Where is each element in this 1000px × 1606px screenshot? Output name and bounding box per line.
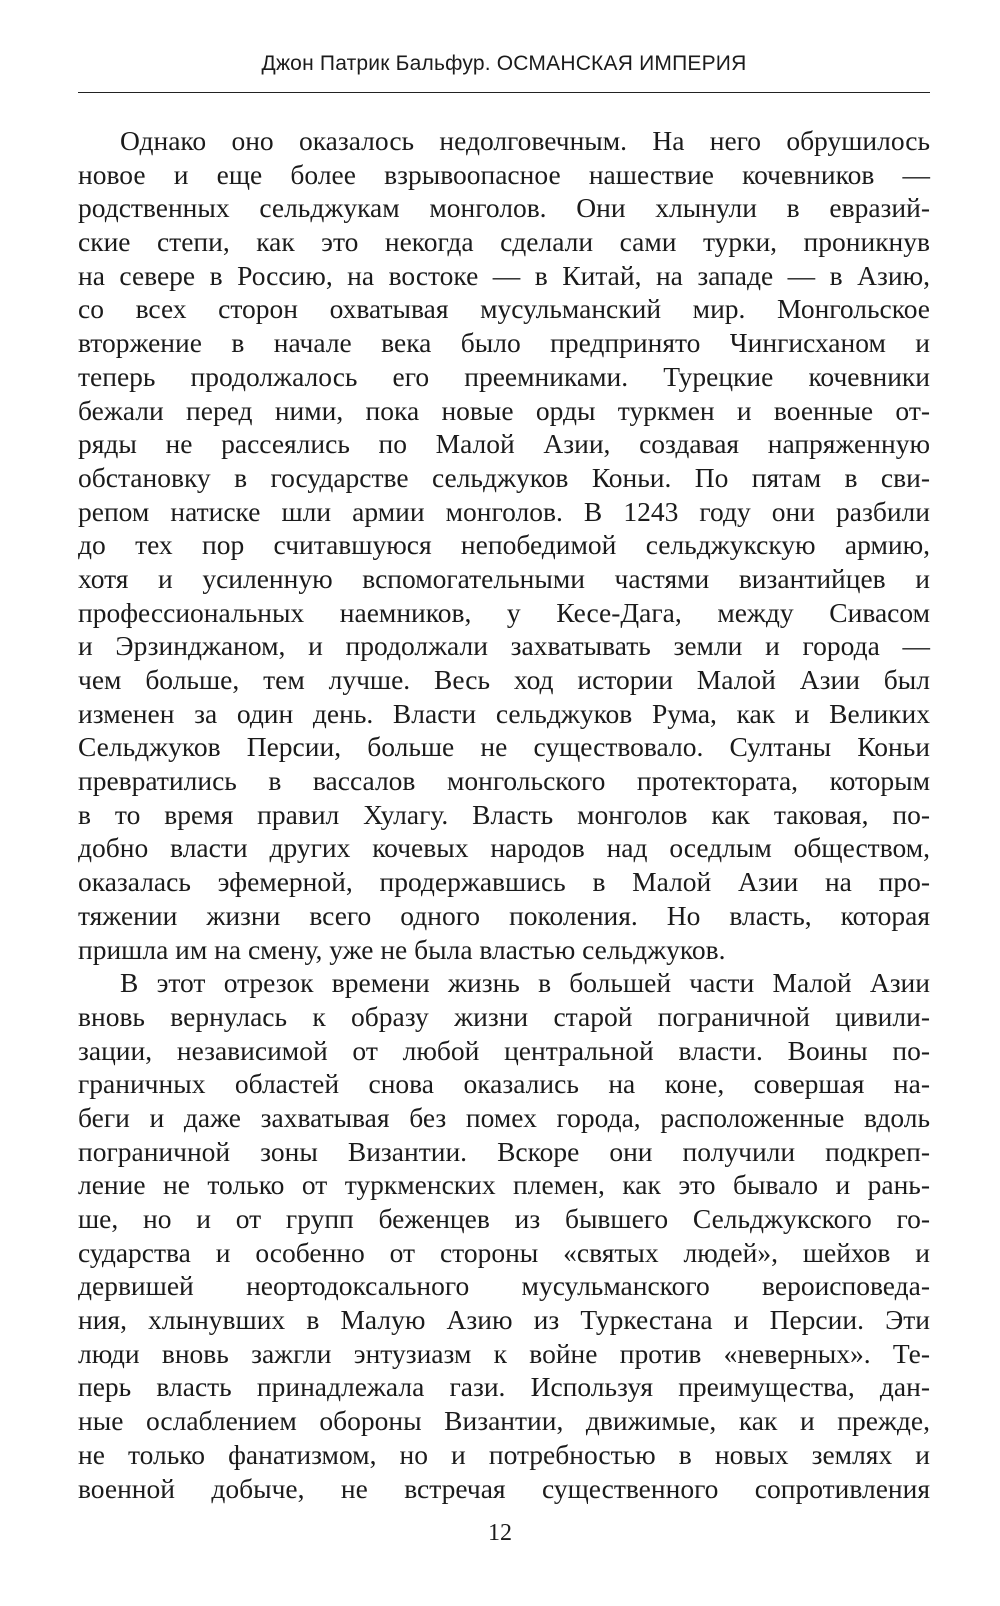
text-line: дервишей неортодоксального мусульманского вероисповеда- — [78, 1270, 930, 1302]
text-line: до тех пор считавшуюся непобедимой сельджукскую армию, — [78, 529, 930, 561]
text-line: зации, независимой от любой центральной власти. Воины по- — [78, 1034, 930, 1066]
text-line: обстановку в государстве сельджуков Коньи. По пятам в сви- — [78, 461, 930, 493]
header-rule — [78, 92, 930, 93]
text-line: оказалась эфемерной, продержавшись в Малой Азии на про- — [78, 866, 930, 898]
text-line: теперь продолжалось его преемниками. Турецкие кочевники — [78, 360, 930, 392]
text-line: не только фанатизмом, но и потребностью в новых землях и — [78, 1438, 930, 1470]
text-line: бежали перед ними, пока новые орды туркмен и военные от- — [78, 394, 930, 426]
text-line: профессиональных наемников, у Кесе-Дага, между Сивасом — [78, 596, 930, 628]
text-line: со всех сторон охватывая мусульманский мир. Монгольское — [78, 293, 930, 325]
text-line: в то время правил Хулагу. Власть монголов как таковая, по- — [78, 798, 930, 830]
text-line: репом натиске шли армии монголов. В 1243 году они разбили — [78, 495, 930, 527]
text-line: превратились в вассалов монгольского протектората, которым — [78, 765, 930, 797]
paragraph — [78, 124, 930, 966]
text-line: родственных сельджукам монголов. Они хлынули в евразий- — [78, 192, 930, 224]
text-line: военной добыче, не встречая существенного сопротивления — [78, 1472, 930, 1504]
text-line: новое и еще более взрывоопасное нашествие кочевников — — [78, 158, 930, 190]
text-line: сударства и особенно от стороны «святых людей», шейхов и — [78, 1236, 930, 1268]
running-header: Джон Патрик Бальфур. ОСМАНСКАЯ ИМПЕРИЯ — [261, 52, 747, 75]
text-line: чем больше, тем лучше. Весь ход истории Малой Азии был — [78, 664, 930, 695]
text-line: ше, но и от групп беженцев из бывшего Сельджукского го- — [78, 1203, 930, 1234]
text-line: В этот отрезок времени жизнь в большей части Малой Азии — [120, 967, 930, 999]
text-line: хотя и усиленную вспомогательными частями византийцев и — [78, 562, 930, 594]
text-line: люди вновь зажгли энтузиазм к войне против «неверных». Те- — [78, 1337, 930, 1369]
text-line: перь власть принадлежала гази. Используя преимущества, дан- — [78, 1371, 930, 1403]
text-line: Однако оно оказалось недолговечным. На него обрушилось — [120, 125, 930, 156]
text-line: добно власти других кочевых народов над оседлым обществом, — [78, 832, 930, 864]
text-line: Сельджуков Персии, больше не существовало. Султаны Коньи — [78, 731, 930, 763]
text-line: на севере в Россию, на востоке — в Китай, на западе — в Азию, — [78, 259, 930, 291]
text-line: тяжении жизни всего одного поколения. Но власть, которая — [78, 899, 930, 931]
text-line: ление не только от туркменских племен, как это бывало и рань- — [78, 1169, 930, 1201]
page-number: 12 — [488, 1520, 512, 1546]
text-line: ские степи, как это некогда сделали сами турки, проникнув — [78, 226, 930, 258]
text-line: граничных областей снова оказались на коне, совершая на- — [78, 1068, 930, 1100]
text-line: беги и даже захватывая без помех города, расположенные вдоль — [78, 1101, 930, 1133]
text-line: и Эрзинджаном, и продолжали захватывать земли и города — — [78, 630, 930, 662]
text-line: ряды не рассеялись по Малой Азии, создавая напряженную — [78, 428, 930, 460]
text-line: вторжение в начале века было предпринято Чингисханом и — [78, 327, 930, 359]
text-line: пограничной зоны Византии. Вскоре они получили подкреп- — [78, 1135, 930, 1167]
text-line: пришла им на смену, уже не была властью сельджуков. — [78, 933, 726, 965]
text-line: вновь вернулась к образу жизни старой пограничной цивили- — [78, 1000, 930, 1032]
body-text — [78, 124, 930, 1505]
text-line: изменен за один день. Власти сельджуков Рума, как и Великих — [78, 697, 930, 729]
paragraph — [78, 966, 930, 1505]
text-line: ные ослаблением обороны Византии, движимые, как и прежде, — [78, 1405, 930, 1437]
text-line: ния, хлынувших в Малую Азию из Туркестана и Персии. Эти — [78, 1304, 930, 1336]
